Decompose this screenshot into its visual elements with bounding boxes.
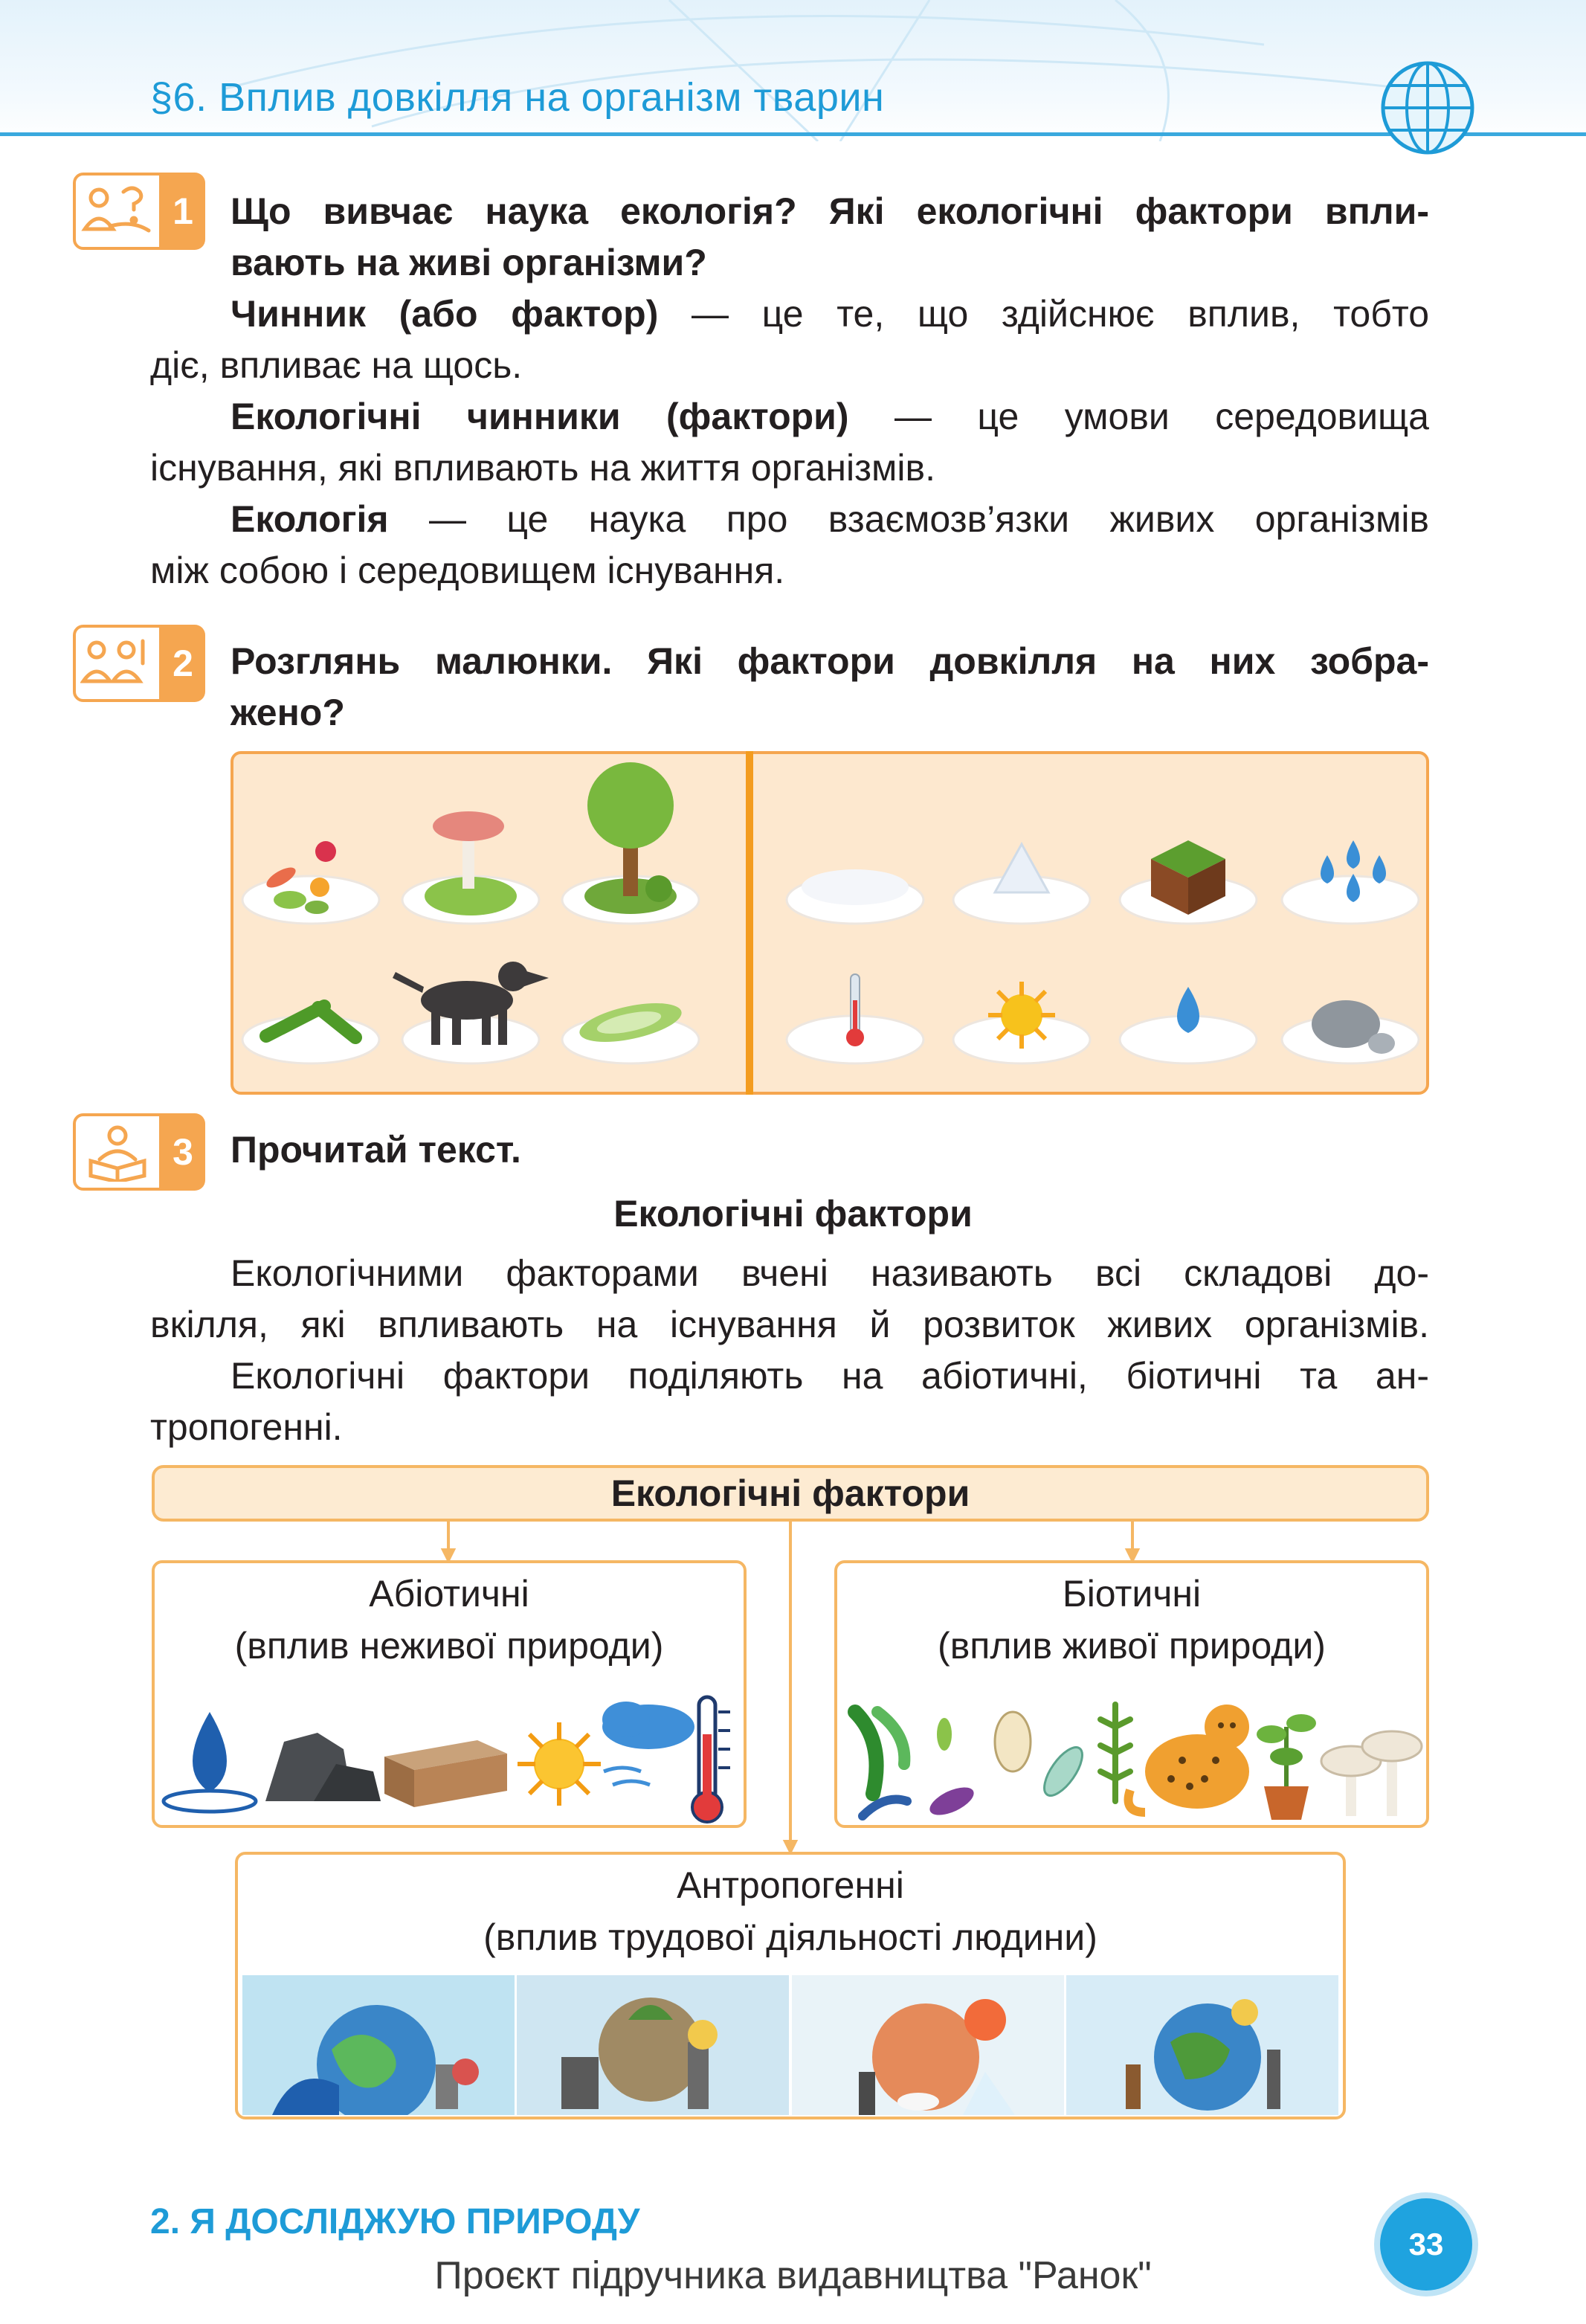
snow-icon [802, 869, 909, 905]
ocean-pollution-illustration [242, 1975, 515, 2115]
abiotic-illustrations [158, 1690, 745, 1824]
thermometer-icon [692, 1697, 730, 1822]
task-number: 3 [161, 1113, 205, 1191]
thermometer-icon [846, 974, 864, 1046]
water-drop-icon [164, 1712, 256, 1812]
paragraph2-line1: Екологічні фактори поділяють на абіотичні, біотичні та ан- [231, 1355, 1429, 1397]
definition-factor-line1 [231, 289, 1429, 340]
section-footer: 2. Я ДОСЛІДЖУЮ ПРИРОДУ [150, 2202, 640, 2241]
term-eco-factors: Екологічні чинники (фактори) [231, 396, 849, 437]
abiotic-subtitle: (вплив неживої природи) [234, 1625, 664, 1667]
diagram-title: Екологічні фактори [152, 1465, 1429, 1522]
page-number: 33 [1380, 2198, 1472, 2291]
term-factor: Чинник (або фактор) [231, 293, 659, 335]
biotic-box [834, 1560, 1429, 1828]
paragraph2-line2: тропогенні. [150, 1406, 343, 1448]
task2-question-line1: Розглянь малюнки. Які фактори довкілля на них зобра- [231, 640, 1429, 682]
ice-icon [995, 844, 1048, 892]
sun-icon [988, 982, 1055, 1049]
anthropogenic-subtitle: (вплив трудової діяльності людини) [483, 1916, 1097, 1958]
mushroom-icon [425, 811, 517, 915]
publisher-note: Проєкт підручника видавництва "Ранок" [434, 2254, 1152, 2297]
definition-text: — це те, що здійснює вплив, тобто [658, 293, 1429, 335]
definition-text: — це наука про взаємозв’язки живих організмів [388, 498, 1429, 540]
paragraph1-line2: вкілля, які впливають на існування й розвиток живих організмів. [150, 1304, 1429, 1345]
definition-eco-factors-line2: існування, які впливають на життя організмів. [150, 447, 935, 489]
rocks-icon [265, 1733, 381, 1801]
water-drop-icon [1177, 987, 1199, 1033]
page-header [0, 0, 1586, 141]
deforestation-illustration [1066, 1975, 1338, 2115]
page-title: §6. Вплив довкілля на організм тварин [150, 75, 885, 120]
cloud-wind-icon [602, 1702, 694, 1785]
thinking-people-icon [80, 181, 155, 241]
definition-eco-factors-line1 [231, 391, 1429, 442]
text-title: Екологічні фактори [613, 1193, 973, 1235]
biotic-subtitle: (вплив живої природи) [938, 1625, 1326, 1667]
sun-icon [518, 1722, 601, 1806]
biotic-pictures [236, 755, 742, 1091]
task1-question-line2: вають на живі організми? [231, 242, 707, 283]
amoeba-icon [995, 1712, 1089, 1801]
globe-icon [1379, 59, 1476, 156]
task-badge-2 [73, 625, 205, 702]
definition-factor-line2: діє, впливає на щось. [150, 344, 523, 386]
panel-divider [746, 751, 753, 1095]
biotic-illustrations [840, 1690, 1428, 1824]
soil-block-icon [384, 1740, 507, 1807]
task2-question-line2: жено? [231, 692, 345, 733]
moss-icon [1100, 1705, 1130, 1801]
bacteria-icon [855, 1712, 907, 1816]
abiotic-pictures [758, 755, 1426, 1091]
definition-text: — це умови середовища [848, 396, 1429, 437]
mushrooms-icon [1321, 1731, 1422, 1816]
paragraph1-line1: Екологічними факторами вчені називають всі складові до- [231, 1252, 1429, 1294]
euglena-icon [926, 1718, 978, 1821]
industrial-pollution-illustration [517, 1975, 789, 2115]
tree-icon [584, 762, 677, 914]
term-ecology: Екологія [231, 498, 389, 540]
observing-people-icon [80, 634, 155, 693]
abiotic-box [152, 1560, 747, 1828]
biotic-title: Біотичні [1062, 1573, 1202, 1615]
global-warming-illustration [792, 1975, 1064, 2115]
task-badge-1 [73, 173, 205, 250]
potted-plant-icon [1257, 1714, 1316, 1820]
abiotic-title: Абіотичні [369, 1573, 529, 1615]
reading-person-icon [80, 1122, 155, 1182]
task-number: 2 [161, 625, 205, 702]
cheetah-icon [1129, 1705, 1250, 1812]
task-number: 1 [161, 173, 205, 250]
anthropogenic-title: Антропогенні [677, 1864, 904, 1906]
definition-ecology-line2: між собою і середовищем існування. [150, 550, 785, 591]
task3-instruction: Прочитай текст. [231, 1129, 521, 1171]
task-badge-3 [73, 1113, 205, 1191]
definition-ecology-line1 [231, 494, 1429, 545]
header-rule [0, 132, 1586, 136]
task1-question-line1: Що вивчає наука екологія? Які екологічні фактори впли- [231, 190, 1429, 232]
